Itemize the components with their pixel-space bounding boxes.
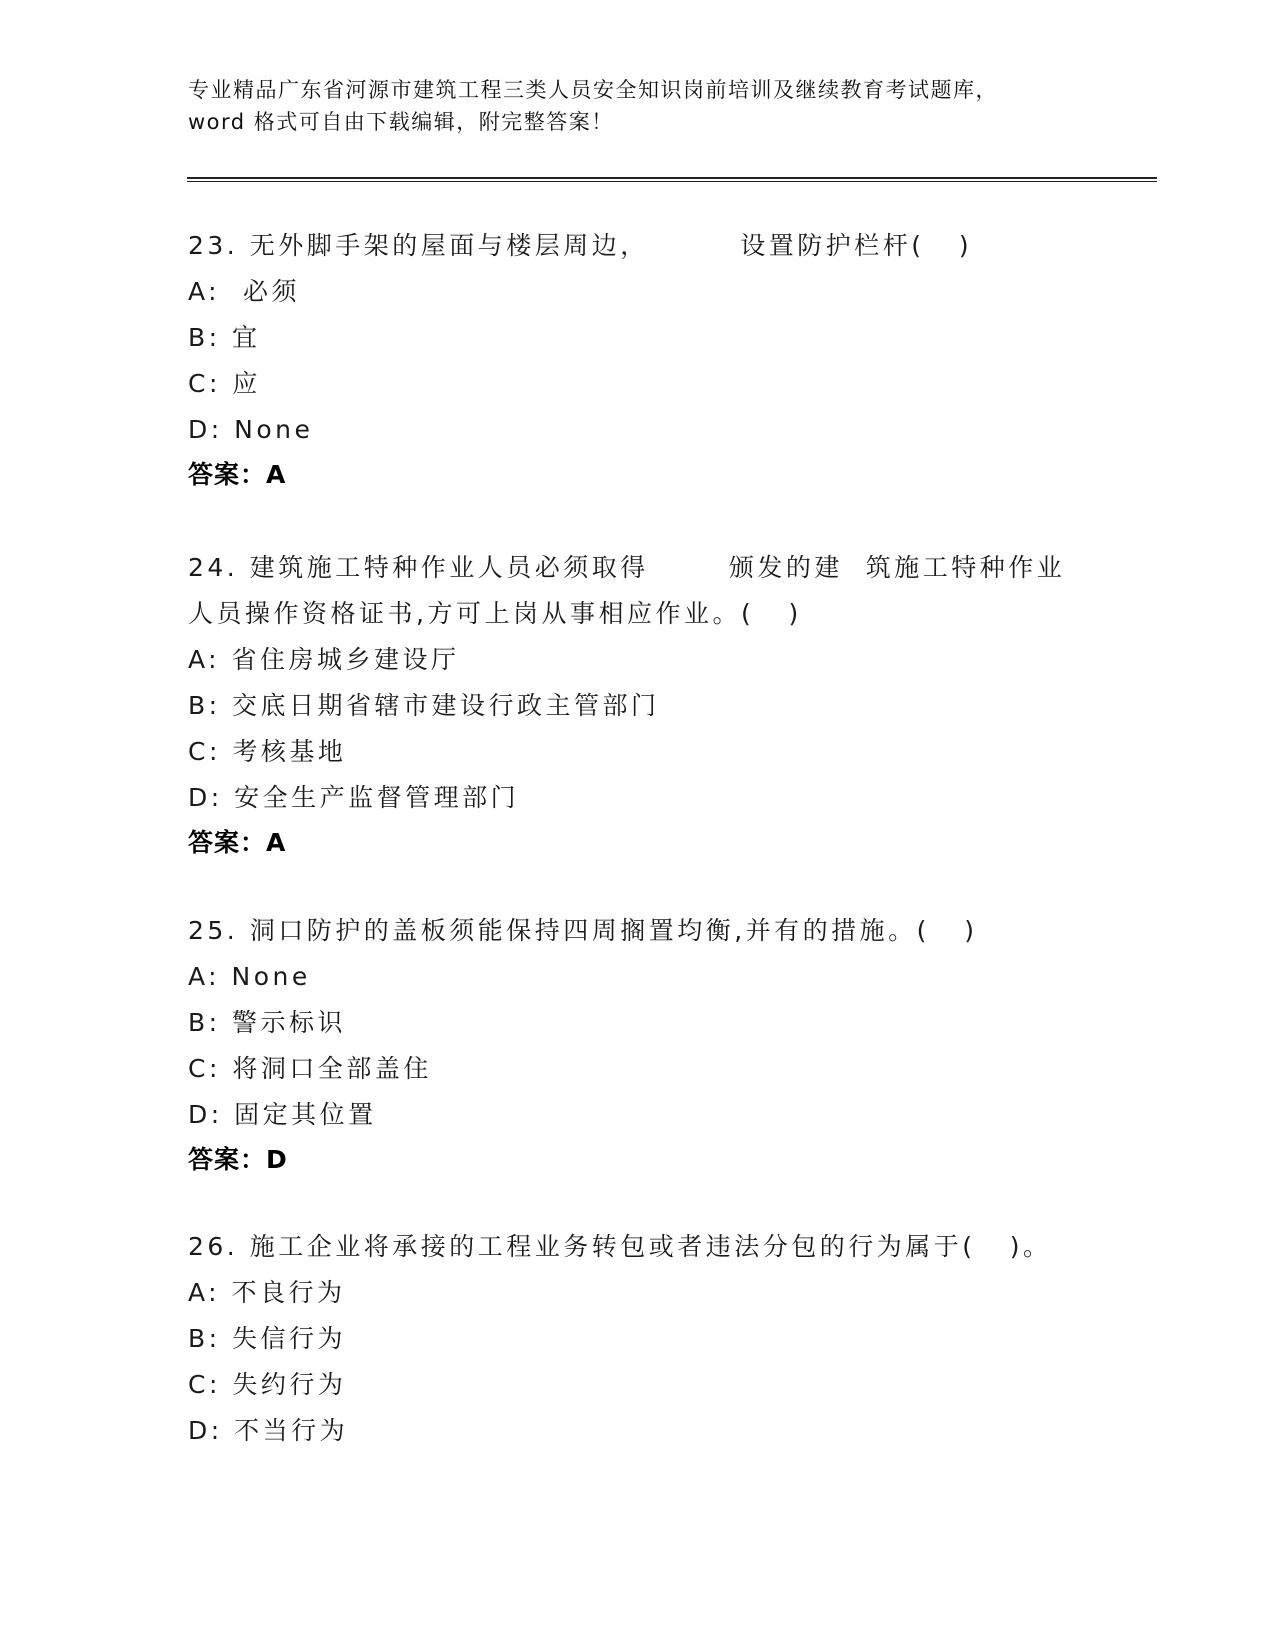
question-stem: 25. 洞口防护的盖板须能保持四周搁置均衡,并有的措施。( ) [188, 916, 978, 945]
option-a: A: 不良行为 [188, 1278, 346, 1307]
option-a: A: 省住房城乡建设厅 [188, 645, 460, 674]
header-divider [187, 177, 1157, 182]
answer-line: 答案：A [188, 828, 287, 857]
option-c: C: 考核基地 [188, 737, 347, 766]
answer-line: 答案：D [188, 1145, 288, 1174]
document-header [188, 74, 1088, 138]
question-26 [188, 1224, 1088, 1454]
option-a: A: None [188, 962, 311, 991]
question-stem: 26. 施工企业将承接的工程业务转包或者违法分包的行为属于( )。 [188, 1232, 1052, 1261]
option-c: C: 应 [188, 369, 261, 398]
option-b: B: 交底日期省辖市建设行政主管部门 [188, 691, 660, 720]
header-line-1: 专业精品广东省河源市建筑工程三类人员安全知识岗前培训及继续教育考试题库， [188, 78, 998, 102]
option-c: C: 失约行为 [188, 1370, 347, 1399]
option-d: D: None [188, 415, 314, 444]
question-23 [188, 223, 1088, 497]
question-25 [188, 908, 1088, 1182]
answer-line: 答案：A [188, 460, 287, 489]
question-24 [188, 545, 1068, 865]
option-a: A: 必须 [188, 277, 300, 306]
question-stem: 23. 无外脚手架的屋面与楼层周边， 设置防护栏杆( ) [188, 231, 973, 260]
option-b: B: 宜 [188, 323, 261, 352]
option-d: D: 固定其位置 [188, 1100, 377, 1129]
header-line-2: word 格式可自由下载编辑，附完整答案！ [188, 110, 614, 134]
option-c: C: 将洞口全部盖住 [188, 1054, 432, 1083]
option-d: D: 不当行为 [188, 1416, 349, 1445]
option-d: D: 安全生产监督管理部门 [188, 783, 520, 812]
option-b: B: 失信行为 [188, 1324, 347, 1353]
question-stem: 24. 建筑施工特种作业人员必须取得 颁发的建 筑施工特种作业人员操作资格证书,方可上岗从事相应作业。( ) [188, 553, 1066, 628]
option-b: B: 警示标识 [188, 1008, 347, 1037]
